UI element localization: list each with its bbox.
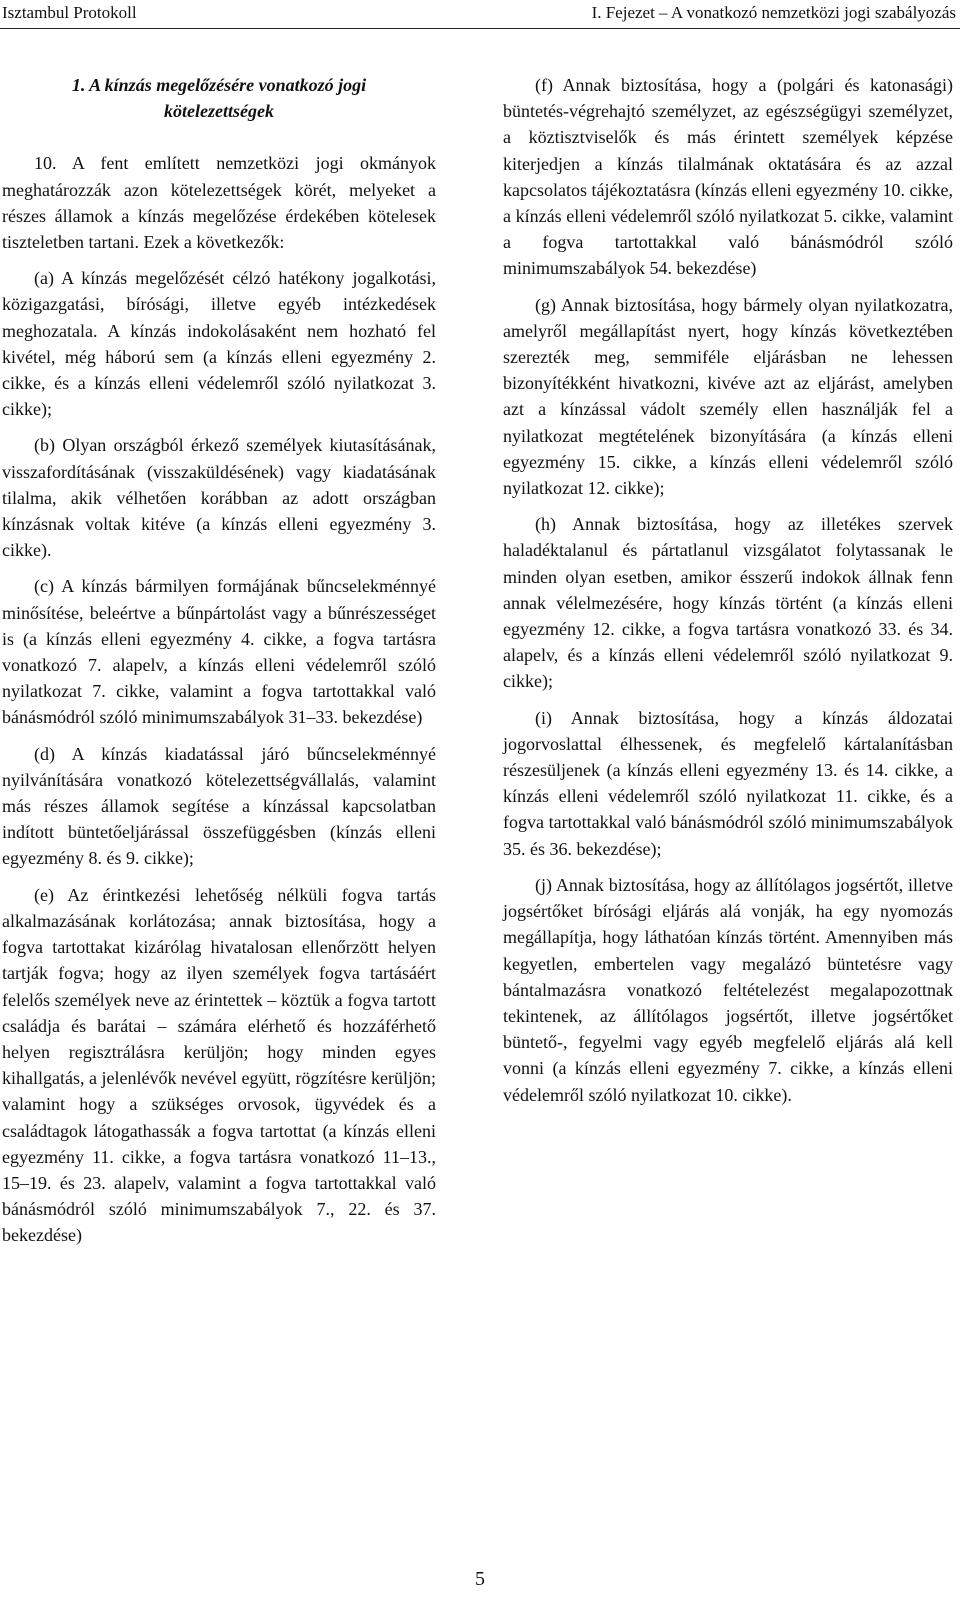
paragraph-d: (d) A kínzás kiadatással járó bűncselekménnyé nyilvánítására vonatkozó kötelezettségvállalás, valamint más részes államok segítése a kínzással kapcsolatban indított büntetőeljárással összefüggésben (kínzás elleni egyezmény 8. és 9. cikke);: [2, 743, 436, 869]
header-rule: [0, 28, 960, 29]
paragraph-a: (a) A kínzás megelőzését célzó hatékony jogalkotási, közigazgatási, bírósági, illetve egyéb intézkedések meghozatala. A kínzás indokolásaként nem hozható fel kivétel, még háború sem (a kínzás elleni egyezmény 2. cikke, és a kínzás elleni védelemről szóló nyilatkozat 3. cikke);: [2, 268, 436, 420]
left-column: [2, 72, 436, 1259]
paragraph-f: (f) Annak biztosítása, hogy a (polgári és katonasági) büntetés-végrehajtó személyzet, az egészségügyi személyzet, a köztisztviselők és más érintett személyek képzése kiterjedjen a kínzás tilalmának oktatására és az azzal kapcsolatos tájékoztatásra (kínzás elleni egyezmény 10. cikke, a kínzás elleni védelemről szóló nyilatkozat 5. cikke, valamint a fogva tartottakkal való bánásmódról szóló minimumszabályok 54. bekezdése): [503, 75, 953, 279]
paragraph-j: (j) Annak biztosítása, hogy az állítólagos jogsértőt, illetve jogsértőket bírósági eljárás alá vonják, ha egy nyomozás megállapítja, hogy láthatóan kínzás történt. Amennyiben más kegyetlen, embertelen vagy megalázó büntetésre vagy bántalmazásra vonatkozó feltételezést megalapozottnak tekintenek, az állítólagos jogsértőt, illetve jogsértőket büntető-, fegyelmi vagy egyéb megfelelő eljárás alá kell vonni (a kínzás elleni egyezmény 7. cikke, a kínzás elleni védelemről szóló nyilatkozat 10. cikke).: [503, 874, 953, 1105]
right-column: [503, 72, 953, 1118]
section-title: 1. A kínzás megelőzésére vonatkozó jogi kötelezettségek: [71, 75, 367, 122]
header-document-title: Isztambul Protokoll: [2, 3, 137, 22]
paragraph-g: (g) Annak biztosítása, hogy bármely olyan nyilatkozatra, amelyről megállapítást nyert, hogy kínzás következtében szerezték meg, semmiféle eljárásban ne lehessen bizonyítékként hivatkozni, kivéve azt az eljárást, amelyben azt a kínzással vádolt személy ellen használják fel a nyilatkozat megtételének bizonyítására (a kínzás elleni egyezmény 15. cikke, a kínzás elleni védelemről szóló nyilatkozat 12. cikke);: [503, 294, 953, 499]
page-number: 5: [475, 1568, 485, 1590]
paragraph-b: (b) Olyan országból érkező személyek kiutasításának, visszafordításának (visszaküldésének) vagy kiadatásának tilalma, akik vélhetően korábban az adott országban kínzásnak voltak kitéve (a kínzás elleni egyezmény 3. cikke).: [2, 435, 436, 561]
paragraph-10: 10. A fent említett nemzetközi jogi okmányok meghatározzák azon kötelezettségek körét, melyeket a részes államok a kínzás megelőzése érdekében kötelesek tiszteletben tartani. Ezek a következők:: [2, 153, 436, 253]
paragraph-h: (h) Annak biztosítása, hogy az illetékes szervek haladéktalanul és pártatlanul vizsgálatot folytassanak le minden olyan esetben, amikor ésszerű indokok állnak fenn annak vélelmezésére, hogy kínzás történt (a kínzás elleni egyezmény 12. cikke, a fogva tartásra vonatkozó 33. és 34. alapelv, és a kínzás elleni védelemről szóló nyilatkozat 9. cikke);: [503, 514, 953, 692]
paragraph-c: (c) A kínzás bármilyen formájának bűncselekménnyé minősítése, beleértve a bűnpártolást vagy a bűnrészességet is (a kínzás elleni egyezmény 4. cikke, a fogva tartásra vonatkozó 7. alapelv, a kínzás elleni védelemről szóló nyilatkozat 7. cikke, valamint a fogva tartottakkal való bánásmódról szóló minimumszabályok 31–33. bekezdése): [2, 576, 436, 728]
header-chapter-title: I. Fejezet – A vonatkozó nemzetközi jogi szabályozás: [591, 3, 956, 22]
paragraph-e: (e) Az érintkezési lehetőség nélküli fogva tartás alkalmazásának korlátozása; annak biztosítása, hogy a fogva tartottakat kizárólag hivatalosan ellenőrzött helyen tartják fogva; hogy az ilyen személyek fogva tartásáért felelős személyek neve az érintettek – köztük a fogva tartott családja és barátai – számára elérhető és hozzáférhető helyen regisztrálásra kerüljön; hogy minden egyes kihallgatás, a jelenlévők nevével együtt, rögzítésre kerüljön; valamint hogy a szükséges orvosok, ügyvédek és a családtagok látogathassák a fogva tartottat (a kínzás elleni egyezmény 11. cikke, a fogva tartásra vonatkozó 11–13., 15–19. és 23. alapelv, valamint a fogva tartottakkal való bánásmódról szóló minimumszabályok 7., 22. és 37. bekezdése): [2, 884, 436, 1246]
paragraph-i: (i) Annak biztosítása, hogy a kínzás áldozatai jogorvoslattal élhessenek, és megfelelő kártalanításban részesüljenek (a kínzás elleni egyezmény 13. és 14. cikke, a kínzás elleni védelemről szóló nyilatkozat 11. cikke, és a fogva tartottakkal való bánásmódról szóló minimumszabályok 35. és 36. bekezdése);: [503, 707, 953, 859]
running-header: [0, 0, 960, 30]
